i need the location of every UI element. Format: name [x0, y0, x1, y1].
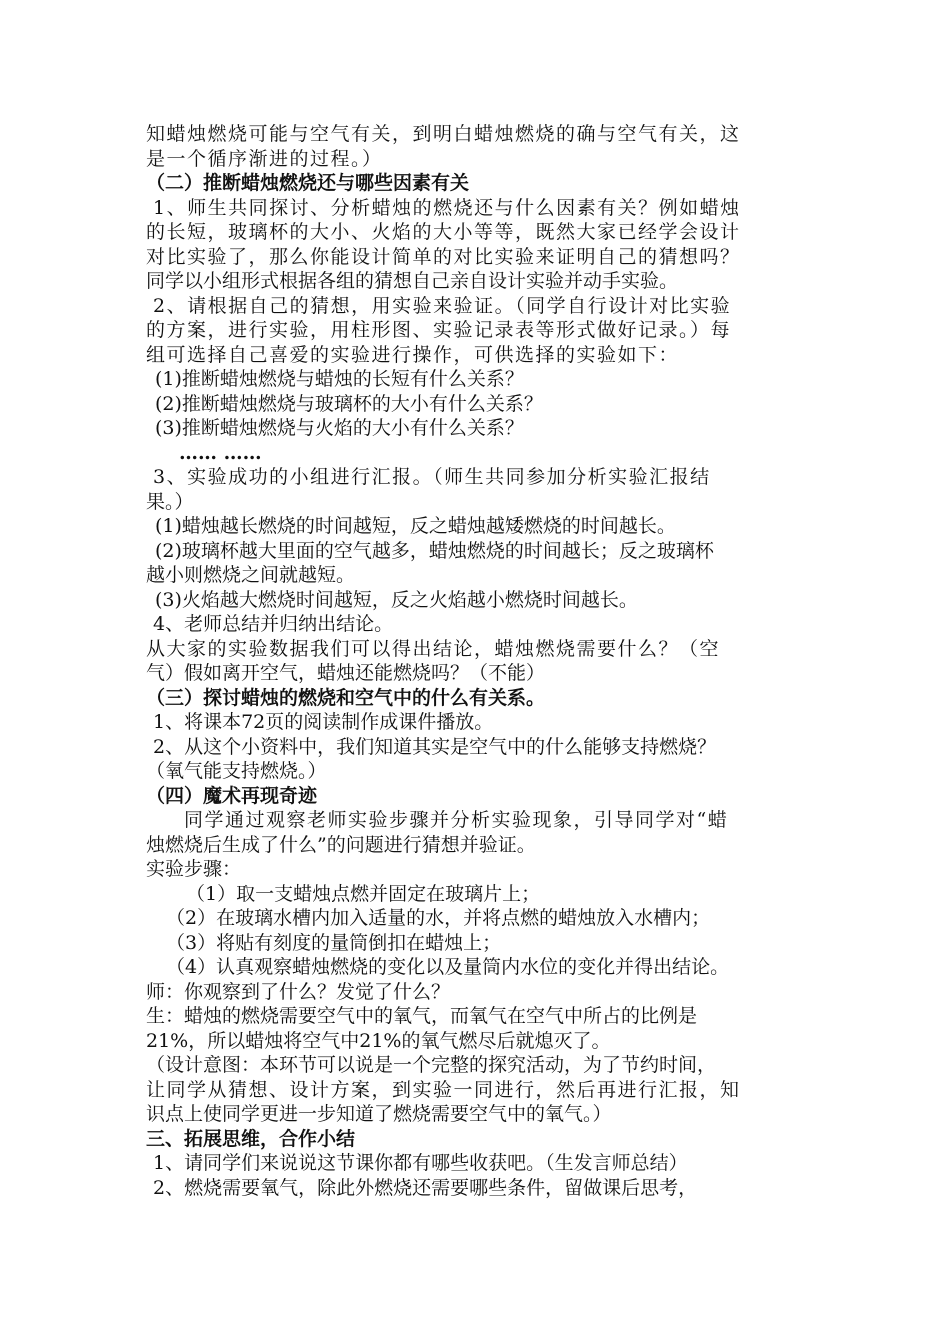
- paragraph-line: 师：你观察到了什么？发觉了什么？: [146, 980, 451, 1003]
- paragraph-line: （设计意图：本环节可以说是一个完整的探究活动，为了节约时间，: [146, 1054, 717, 1076]
- paragraph-line: 组可选择自己喜爱的实验进行操作，可供选择的实验如下：: [146, 343, 680, 366]
- list-item: (3)推断蜡烛燃烧与火焰的大小有什么关系？: [155, 417, 524, 439]
- paragraph-line: 对比实验了，那么你能设计简单的对比实验来证明自己的猜想吗？: [146, 245, 741, 268]
- paragraph-line: 4、老师总结并归纳出结论。: [153, 613, 394, 635]
- section-heading: （三）探讨蜡烛的燃烧和空气中的什么有关系。: [146, 686, 546, 709]
- step-item: （4）认真观察蜡烛燃烧的变化以及量筒内水位的变化并得出结论。: [166, 956, 730, 978]
- step-item: （3）将贴有刻度的量筒倒扣在蜡烛上；: [166, 931, 502, 954]
- paragraph-line: 的长短，玻璃杯的大小、火焰的大小等等，既然大家已经学会设计: [146, 221, 741, 243]
- paragraph-line: 1、将课本72页的阅读制作成课件播放。: [153, 711, 494, 733]
- paragraph-line: 从大家的实验数据我们可以得出结论，蜡烛燃烧需要什么？（空: [146, 637, 721, 660]
- step-item: （1）取一支蜡烛点燃并固定在玻璃片上；: [186, 882, 541, 905]
- paragraph-line: 气）假如离开空气，蜡烛还能燃烧吗？（不能）: [146, 662, 546, 684]
- list-item: (3)火焰越大燃烧时间越短，反之火焰越小燃烧时间越长。: [155, 588, 638, 611]
- paragraph-line: （氧气能支持燃烧。）: [146, 760, 327, 782]
- list-item: (1)推断蜡烛燃烧与蜡烛的长短有什么关系？: [155, 368, 524, 390]
- paragraph-line: 2、请根据自己的猜想，用实验来验证。（同学自行设计对比实验: [153, 294, 732, 317]
- paragraph-line: 识点上使同学更进一步知道了燃烧需要空气中的氧气。）: [146, 1103, 612, 1125]
- paragraph-line: 2、从这个小资料中，我们知道其实是空气中的什么能够支持燃烧？: [153, 735, 717, 758]
- paragraph-line: 让同学从猜想、设计方案，到实验一同进行，然后再进行汇报，知: [146, 1078, 741, 1101]
- paragraph-line: 烛燃烧后生成了什么”的问题进行猜想并验证。: [146, 833, 536, 856]
- paragraph-line: 越小则燃烧之间就越短。: [146, 564, 356, 586]
- paragraph-line: 的方案，进行实验，用柱形图、实验记录表等形式做好记录。）每: [146, 319, 732, 341]
- step-item: （2）在玻璃水槽内加入适量的水，并将点燃的蜡烛放入水槽内；: [166, 907, 711, 929]
- paragraph-line: 1、请同学们来说说这节课你都有哪些收获吧。（生发言师总结）: [153, 1152, 688, 1174]
- section-heading: （四）魔术再现奇迹: [146, 784, 318, 807]
- ellipsis-line: …… ……: [179, 441, 262, 464]
- paragraph-line: 实验步骤：: [146, 858, 242, 880]
- section-heading: （二）推断蜡烛燃烧还与哪些因素有关: [146, 172, 470, 194]
- list-item: (2)推断蜡烛燃烧与玻璃杯的大小有什么关系？: [155, 392, 543, 415]
- paragraph-line: 果。）: [146, 490, 194, 513]
- paragraph-line: 2、燃烧需要氧气，除此外燃烧还需要哪些条件，留做课后思考，: [153, 1176, 698, 1199]
- list-item: (2)玻璃杯越大里面的空气越多，蜡烛燃烧的时间越长；反之玻璃杯: [155, 539, 714, 562]
- section-heading: 三、拓展思维，合作小结: [146, 1127, 356, 1150]
- paragraph-line: 同学以小组形式根据各组的猜想自己亲自设计实验并动手实验。: [146, 270, 679, 292]
- paragraph-line: 生：蜡烛的燃烧需要空气中的氧气，而氧气在空气中所占的比例是: [146, 1005, 698, 1027]
- paragraph-line: 3、实验成功的小组进行汇报。（师生共同参加分析实验汇报结: [153, 466, 711, 488]
- paragraph-line: 同学通过观察老师实验步骤并分析实验现象，引导同学对“蜡: [184, 809, 729, 831]
- paragraph-line: 1、师生共同探讨、分析蜡烛的燃烧还与什么因素有关？例如蜡烛: [153, 196, 741, 219]
- paragraph-line: 是一个循序渐进的过程。）: [146, 147, 383, 170]
- list-item: (1)蜡烛越长燃烧的时间越短，反之蜡烛越矮燃烧的时间越长。: [155, 515, 676, 537]
- document-body: [146, 122, 826, 1200]
- paragraph-line: 知蜡烛燃烧可能与空气有关，到明白蜡烛燃烧的确与空气有关，这: [146, 123, 741, 145]
- paragraph-line: 21%，所以蜡烛将空气中21%的氧气燃尽后就熄灭了。: [146, 1029, 611, 1052]
